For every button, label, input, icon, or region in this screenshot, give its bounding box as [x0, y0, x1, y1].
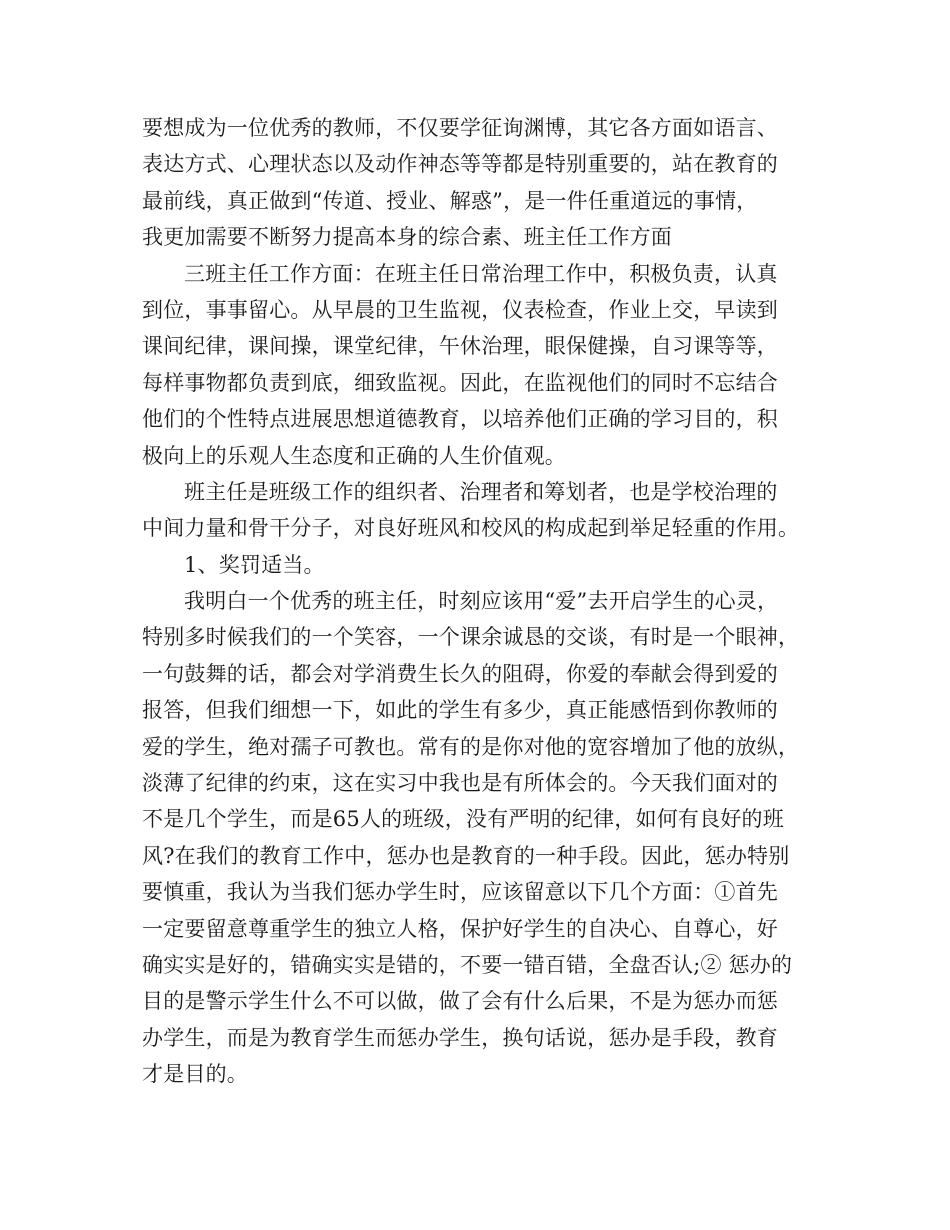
text-line: 极向上的乐观人生态度和正确的人生价值观。	[142, 443, 566, 468]
text-line: 一定要留意尊重学生的独立人格，保护好学生的自决心、自尊心，好	[142, 916, 778, 941]
text-line: 一句鼓舞的话，都会对学消费生长久的阻碍，你爱的奉献会得到爱的	[142, 661, 778, 686]
text-line: 淡薄了纪律的约束，这在实习中我也是有所体会的。今天我们面对的	[142, 771, 778, 796]
text-line: 不是几个学生，而是65人的班级，没有严明的纪律，如何有良好的班	[142, 807, 784, 832]
text-line: 我更加需要不断努力提高本身的综合素、班主任工作方面	[142, 225, 672, 250]
text-line: 办学生，而是为教育学生而惩办学生，换句话说，惩办是手段，教育	[142, 1025, 778, 1050]
text-line: 最前线，真正做到“传道、授业、解惑”，是一件任重道远的事情，	[142, 188, 758, 213]
text-line: 到位，事事留心。从早晨的卫生监视，仪表检查，作业上交，早读到	[142, 297, 778, 322]
text-line: 爱的学生，绝对孺子可教也。常有的是你对他的宽容增加了他的放纵，	[142, 734, 800, 759]
text-line: 风?在我们的教育工作中，惩办也是教育的一种手段。因此，惩办特别	[142, 843, 790, 868]
text-line: 他们的个性特点进展思想道德教育，以培养他们正确的学习目的，积	[142, 407, 778, 432]
text-line: 要想成为一位优秀的教师，不仅要学征询渊博，其它各方面如语言、	[142, 116, 778, 140]
text-line: 每样事物都负责到底，细致监视。因此，在监视他们的同时不忘结合	[142, 370, 778, 395]
text-line: 我明白一个优秀的班主任，时刻应该用“爱”去开启学生的心灵，	[184, 589, 779, 614]
text-line: 目的是警示学生什么不可以做，做了会有什么后果，不是为惩办而惩	[142, 989, 778, 1014]
text-line: 特别多时候我们的一个笑容，一个课余诚恳的交谈，有时是一个眼神，	[142, 625, 800, 650]
text-line: 1、奖罚适当。	[184, 552, 325, 577]
text-line: 中间力量和骨干分子，对良好班风和校风的构成起到举足轻重的作用。	[142, 516, 800, 541]
text-line: 报答，但我们细想一下，如此的学生有多少，真正能感悟到你教师的	[142, 698, 778, 723]
text-line: 班主任是班级工作的组织者、治理者和筹划者，也是学校治理的	[184, 479, 778, 504]
text-line: 才是目的。	[142, 1062, 248, 1087]
text-line: 表达方式、心理状态以及动作神态等等都是特别重要的，站在教育的	[142, 152, 778, 177]
text-line: 三班主任工作方面：在班主任日常治理工作中，积极负责，认真	[184, 261, 778, 286]
text-line: 要慎重，我认为当我们惩办学生时，应该留意以下几个方面：①首先	[142, 880, 778, 905]
document-body	[142, 110, 812, 1093]
text-line: 确实实是好的，错确实实是错的，不要一错百错，全盘否认;② 惩办的	[142, 952, 793, 977]
text-line: 课间纪律，课间操，课堂纪律，午休治理，眼保健操，自习课等等，	[142, 334, 778, 359]
